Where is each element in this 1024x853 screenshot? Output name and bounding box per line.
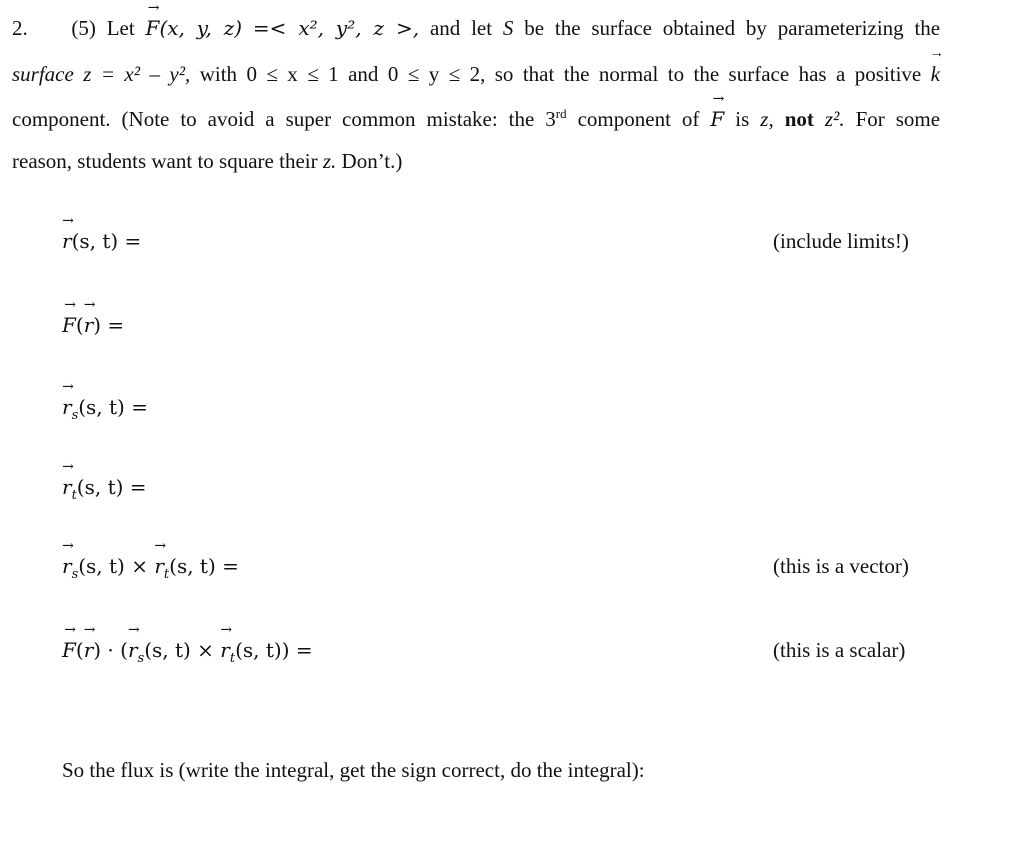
hint-include-limits: (include limits!) — [773, 229, 909, 253]
prompt-cross-product: → $r_s(s$, t) × → $r_t(s$, t) = — [62, 554, 239, 582]
note-dont: Don’t.) — [341, 149, 403, 173]
note-part-b: component of — [577, 107, 700, 131]
note-part-d: For some — [855, 107, 941, 131]
prompt-r-t: → $r_t(s$, t) = — [62, 475, 147, 503]
note-part-a: component. (Note to avoid a super common mistake: the 3 — [12, 107, 556, 131]
prompt-flux: So the flux is (write the integral, get the sign correct, do the integral): — [62, 758, 645, 782]
field-definition: =< x², y², z >, — [252, 16, 420, 40]
field-symbol: → F — [146, 16, 160, 40]
problem-number: 2. — [12, 16, 28, 40]
problem-let: Let — [106, 16, 135, 40]
problem-line-2 — [12, 62, 940, 87]
k-vector: → k — [931, 62, 940, 87]
problem-line-4 — [12, 149, 402, 174]
surface-equation: z = x² – y², — [83, 62, 191, 86]
note-part-e: reason, students want to square their — [12, 149, 318, 173]
stmt-obtained: be the surface obtained by parameterizing the — [524, 16, 941, 40]
note-is: is — [735, 107, 750, 131]
prompt-r-s: → $r_s(s$, t) = — [62, 395, 148, 423]
note-not: not — [784, 107, 814, 131]
domain-y: 0 ≤ y ≤ 2, — [387, 62, 486, 86]
problem-line-1: 2. (5) Let → F(x, y, z) =< x², y², z >, and let S be the surface obtained by parameterizing the — [12, 16, 940, 41]
prompt-dot-product: → F(→ r) · (→ $r_s(s$, t) × → $r_t(s$, t)) = — [62, 638, 313, 666]
note-z-again: z. — [322, 149, 337, 173]
note-z: z, — [760, 107, 774, 131]
hint-scalar: (this is a scalar) — [773, 638, 906, 662]
field-symbol-note: → F — [710, 107, 724, 131]
problem-points: (5) — [71, 16, 96, 40]
and-word: and — [348, 62, 379, 86]
note-z-squared: z². — [824, 107, 845, 131]
prompt-field-on-surface: → F(→ r) = — [62, 313, 124, 337]
prompt-parameterization: → r(s, t) = — [62, 229, 141, 253]
surface-word: surface — [12, 62, 74, 86]
stmt-and-let: and let — [429, 16, 493, 40]
normal-condition: so that the normal to the surface has a positive — [494, 62, 922, 86]
domain-x: with 0 ≤ x ≤ 1 — [199, 62, 339, 86]
problem-line-3 — [12, 107, 940, 132]
note-superscript: rd — [555, 106, 567, 121]
hint-vector: (this is a vector) — [773, 554, 909, 578]
surface-symbol: S — [502, 16, 514, 40]
